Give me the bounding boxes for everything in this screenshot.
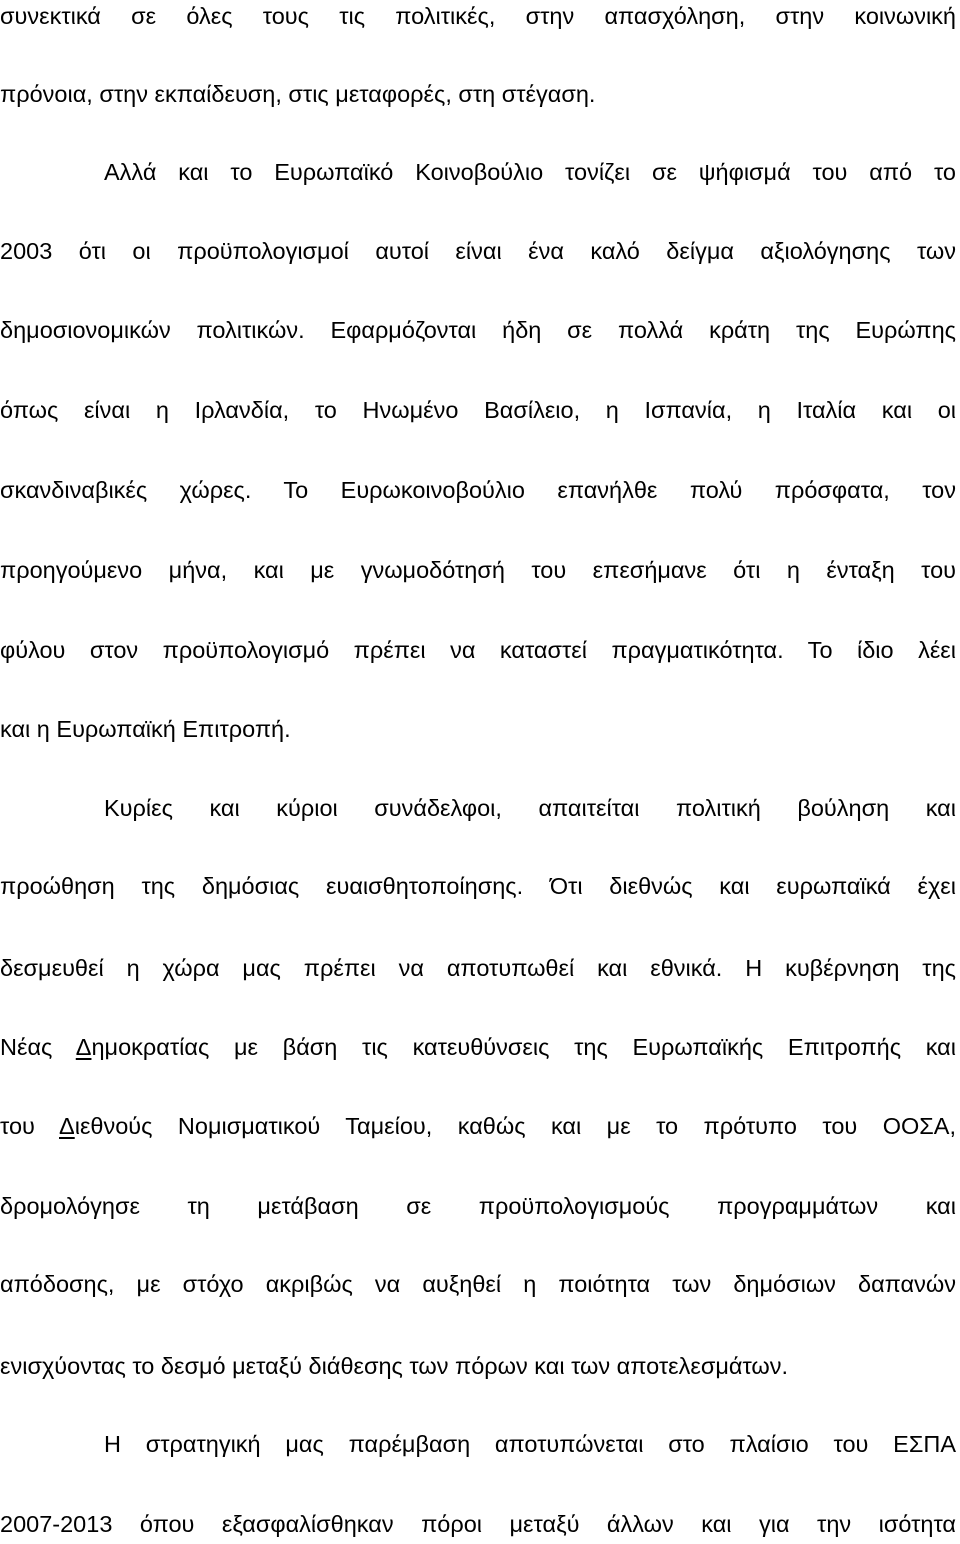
text-line-9: φύλου στον προϋπολογισμό πρέπει να καταστεί πραγματικότητα. Το ίδιο λέει bbox=[0, 637, 956, 663]
underlined-letter: Δ bbox=[75, 1034, 92, 1060]
text-line-3: Αλλά και το Ευρωπαϊκό Κοινοβούλιο τονίζει σε ψήφισμά του από το bbox=[104, 159, 956, 185]
text-line-14 bbox=[0, 1027, 956, 1067]
text-line-14-post: ημοκρατίας με βάση τις κατευθύνσεις της Ευρωπαϊκής Επιτροπής και bbox=[91, 1034, 956, 1060]
text-line-11: Κυρίες και κύριοι συνάδελφοι, απαιτείται πολιτική βούληση και bbox=[104, 795, 956, 821]
text-line-19: Η στρατηγική μας παρέμβαση αποτυπώνεται στο πλαίσιο του ΕΣΠΑ bbox=[104, 1431, 956, 1457]
text-line-8: προηγούμενο μήνα, και με γνωμοδότησή του επεσήμανε ότι η ένταξη του bbox=[0, 557, 956, 583]
text-line-5: δημοσιονομικών πολιτικών. Εφαρμόζονται ήδη σε πολλά κράτη της Ευρώπης bbox=[0, 317, 956, 343]
text-line-10: και η Ευρωπαϊκή Επιτροπή. bbox=[0, 716, 291, 742]
text-line-7: σκανδιναβικές χώρες. Το Ευρωκοινοβούλιο επανήλθε πολύ πρόσφατα, τον bbox=[0, 477, 956, 503]
text-line-2: πρόνοια, στην εκπαίδευση, στις μεταφορές, στη στέγαση. bbox=[0, 81, 596, 107]
text-line-15 bbox=[0, 1106, 956, 1146]
text-line-15-post: ιεθνούς Νομισματικού Ταμείου, καθώς και με το πρότυπο του ΟΟΣΑ, bbox=[74, 1113, 956, 1139]
text-line-12: προώθηση της δημόσιας ευαισθητοποίησης. Ότι διεθνώς και ευρωπαϊκά έχει bbox=[0, 873, 956, 899]
text-line-16: δρομολόγησε τη μετάβαση σε προϋπολογισμούς προγραμμάτων και bbox=[0, 1193, 956, 1219]
text-line-4: 2003 ότι οι προϋπολογισμοί αυτοί είναι ένα καλό δείγμα αξιολόγησης των bbox=[0, 238, 956, 264]
text-line-1: συνεκτικά σε όλες τους τις πολιτικές, στην απασχόληση, στην κοινωνική bbox=[0, 3, 956, 29]
text-line-14-pre: Νέας bbox=[0, 1034, 76, 1060]
text-line-13: δεσμευθεί η χώρα μας πρέπει να αποτυπωθεί και εθνικά. Η κυβέρνηση της bbox=[0, 955, 956, 981]
text-line-17: απόδοσης, με στόχο ακριβώς να αυξηθεί η ποιότητα των δημόσιων δαπανών bbox=[0, 1271, 956, 1297]
underlined-letter: Δ bbox=[59, 1113, 75, 1139]
text-line-15-pre: του bbox=[0, 1113, 60, 1139]
text-line-20: 2007-2013 όπου εξασφαλίσθηκαν πόροι μεταξύ άλλων και για την ισότητα bbox=[0, 1511, 956, 1537]
text-line-6: όπως είναι η Ιρλανδία, το Ηνωμένο Βασίλειο, η Ισπανία, η Ιταλία και οι bbox=[0, 397, 956, 423]
text-line-18: ενισχύοντας το δεσμό μεταξύ διάθεσης των πόρων και των αποτελεσμάτων. bbox=[0, 1353, 789, 1379]
